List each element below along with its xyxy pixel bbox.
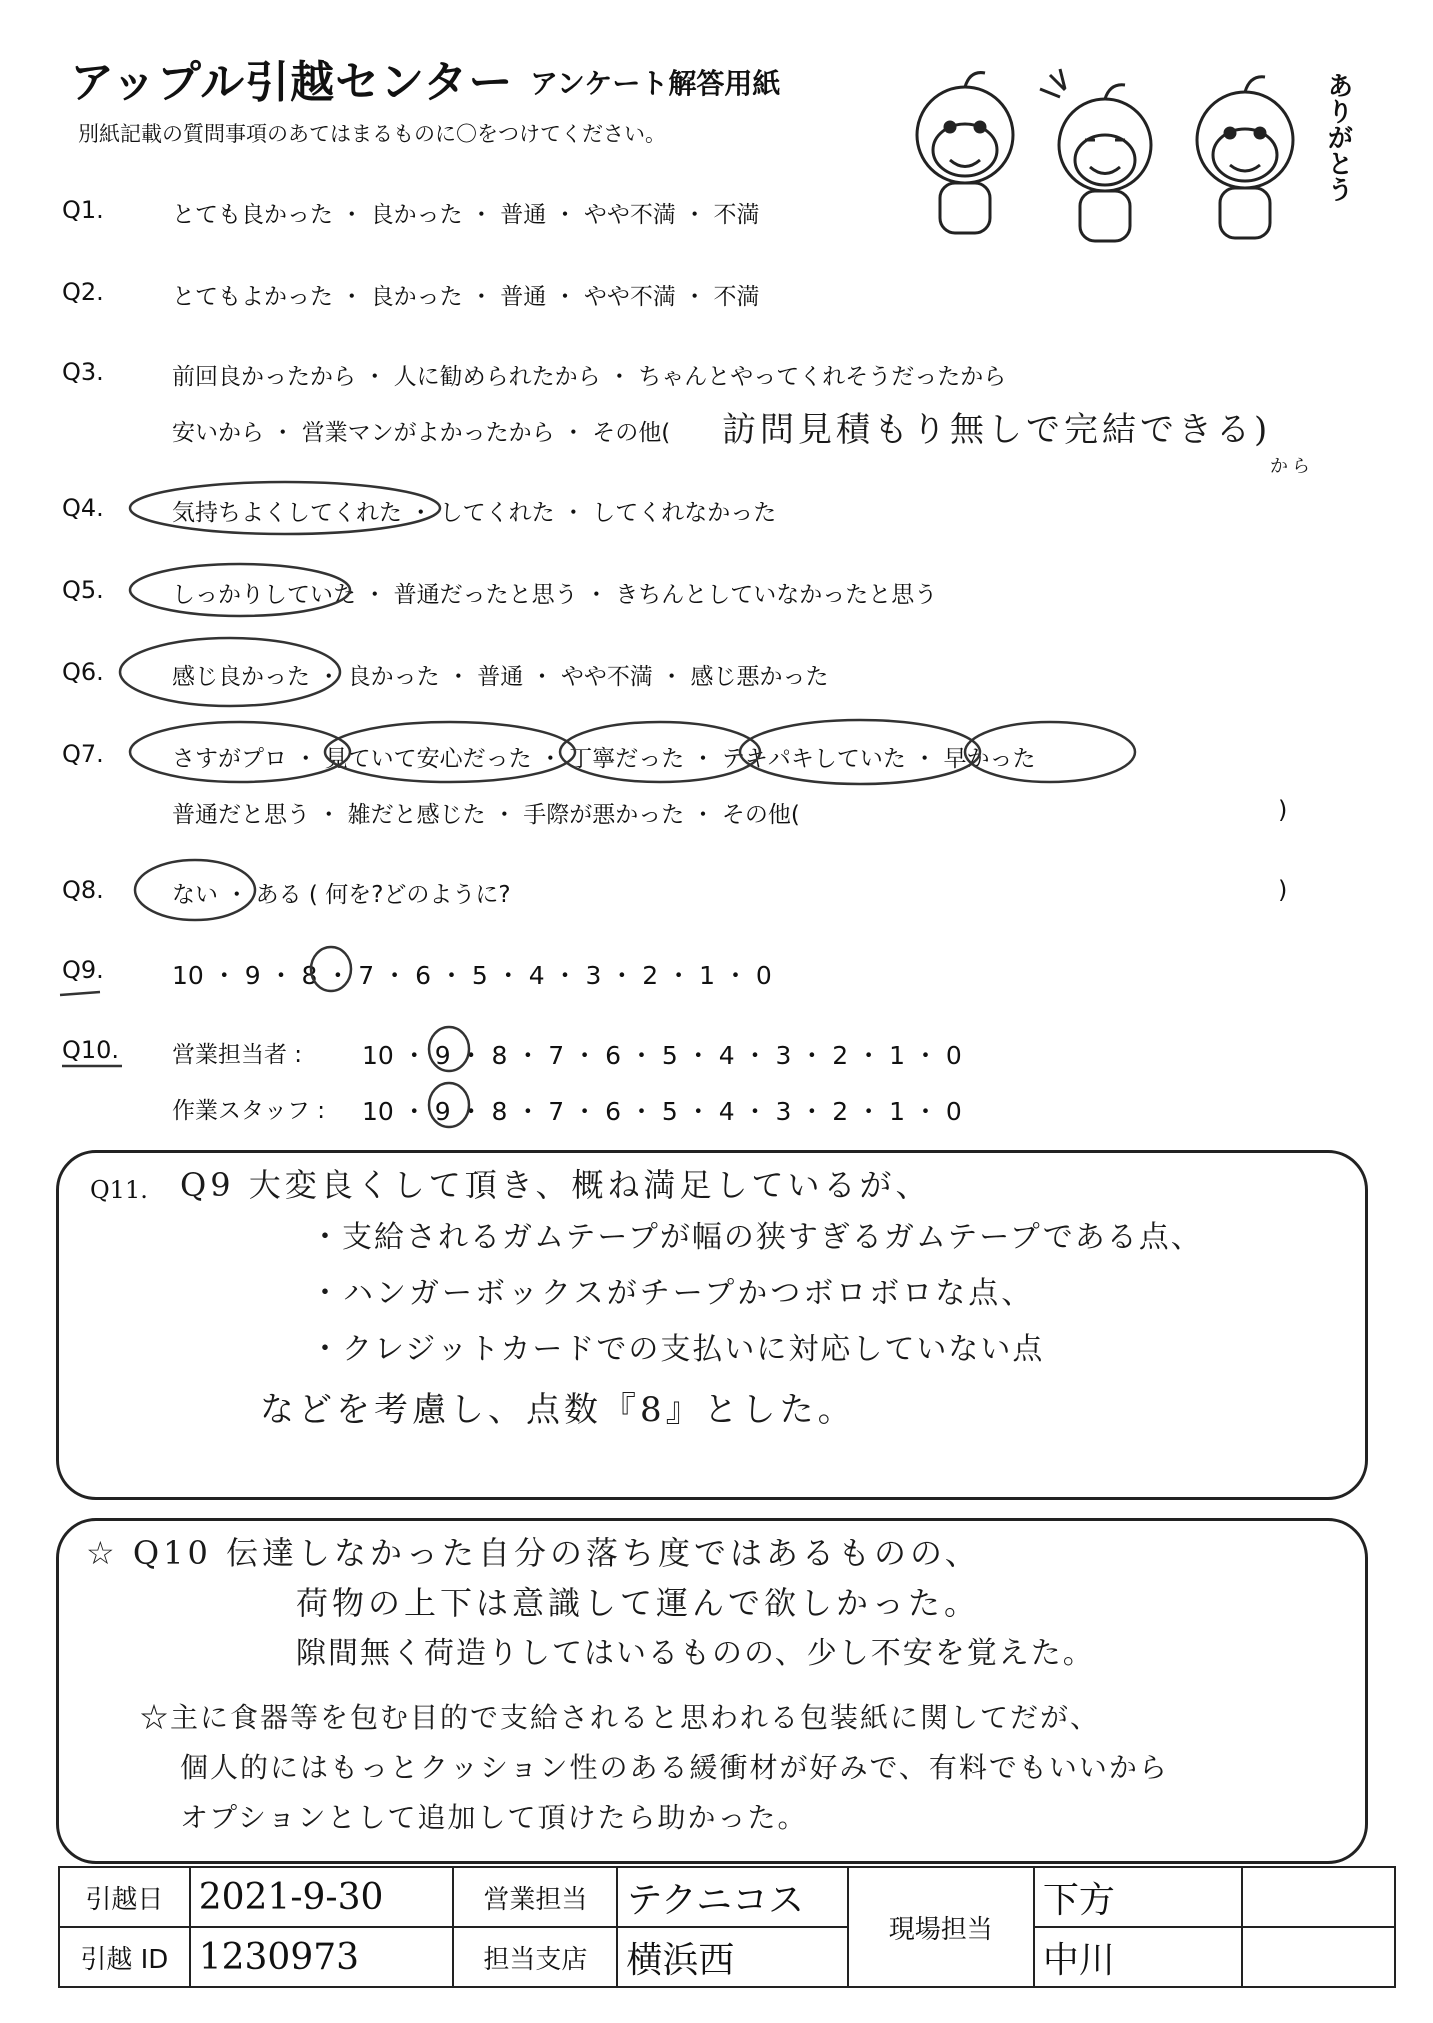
sales-rep-label: 営業担当 bbox=[453, 1867, 617, 1927]
comment1-line-4: ・クレジットカードでの支払いに対応していない点 bbox=[310, 1332, 1045, 1367]
q4-label: Q4. bbox=[62, 494, 104, 522]
site-staff-value-1: 下方 bbox=[1034, 1867, 1242, 1927]
move-date-label: 引越日 bbox=[59, 1867, 190, 1927]
q8-close-paren: ) bbox=[1278, 876, 1288, 904]
q7-circle-mark-1 bbox=[130, 722, 350, 782]
q3-options-line2[interactable]: 安いから ・ 営業マンがよかったから ・ その他( bbox=[172, 420, 671, 446]
q10-sales-circle-mark bbox=[429, 1027, 469, 1071]
q10-staff-label: 作業スタッフ : bbox=[172, 1098, 326, 1124]
q8-label: Q8. bbox=[62, 876, 104, 904]
comment2-line-5: 個人的にはもっとクッション性のある緩衝材が好みで、有料でもいいから bbox=[180, 1751, 1169, 1784]
q7-close-paren: ) bbox=[1278, 796, 1288, 824]
q7-circle-mark-3 bbox=[560, 722, 760, 782]
q2-label: Q2. bbox=[62, 278, 104, 306]
comment1-line-2: ・支給されるガムテープが幅の狭すぎるガムテープである点、 bbox=[310, 1220, 1203, 1255]
q3-options-line1[interactable]: 前回良かったから ・ 人に勧められたから ・ ちゃんとやってくれそうだったから bbox=[172, 364, 1007, 390]
q8-options[interactable]: ない ・ ある ( 何を?どのように? bbox=[172, 882, 511, 908]
company-name: アップル引越センター bbox=[70, 57, 514, 108]
comment2-line-3: 隙間無く荷造りしてはいるものの、少し不安を覚えた。 bbox=[296, 1636, 1095, 1671]
q6-options[interactable]: 感じ良かった ・ 良かった ・ 普通 ・ やや不満 ・ 感じ悪かった bbox=[172, 664, 829, 690]
q9-underline-mark bbox=[60, 992, 100, 995]
site-staff-value-2: 中川 bbox=[1034, 1927, 1242, 1987]
move-id-value: 1230973 bbox=[190, 1927, 454, 1987]
q5-label: Q5. bbox=[62, 576, 104, 604]
q10-staff-scale[interactable]: 10 ・ 9 ・ 8 ・ 7 ・ 6 ・ 5 ・ 4 ・ 3 ・ 2 ・ 1 ・ 0 bbox=[362, 1097, 962, 1126]
comment2-line-2: 荷物の上下は意識して運んで欲しかった。 bbox=[296, 1584, 981, 1622]
instruction-text: 別紙記載の質問事項のあてはまるものに〇をつけてください。 bbox=[78, 122, 666, 146]
q6-circle-mark bbox=[120, 638, 340, 706]
empty-cell bbox=[1242, 1867, 1395, 1927]
q5-options[interactable]: しっかりしていた ・ 普通だったと思う ・ きちんとしていなかったと思う bbox=[172, 582, 938, 608]
q9-scale[interactable]: 10 ・ 9 ・ 8 ・ 7 ・ 6 ・ 5 ・ 4 ・ 3 ・ 2 ・ 1 ・ 0 bbox=[172, 961, 772, 990]
q7-options-line1[interactable]: さすがプロ ・ 見ていて安心だった ・ 丁寧だった ・ テキパキしていた ・ 早かった bbox=[172, 746, 1036, 772]
comment2-line-4: ☆主に食器等を包む目的で支給されると思われる包装紙に関してだが、 bbox=[140, 1701, 1101, 1734]
empty-cell bbox=[1242, 1927, 1395, 1987]
q7-circle-mark-2 bbox=[325, 722, 575, 782]
q3-handwritten-note: から bbox=[1270, 456, 1314, 477]
q10-sales-label: 営業担当者 : bbox=[172, 1042, 303, 1068]
q1-label: Q1. bbox=[62, 196, 104, 224]
branch-value: 横浜西 bbox=[617, 1927, 847, 1987]
q5-circle-mark bbox=[130, 564, 350, 616]
comment1-line-5: などを考慮し、点数『8』とした。 bbox=[260, 1390, 856, 1430]
q10-label: Q10. bbox=[62, 1036, 120, 1064]
q7-label: Q7. bbox=[62, 740, 104, 768]
q6-label: Q6. bbox=[62, 658, 104, 686]
sales-rep-value: テクニコス bbox=[617, 1867, 847, 1927]
q4-options[interactable]: 気持ちよくしてくれた ・ してくれた ・ してくれなかった bbox=[172, 500, 777, 526]
comment1-line-3: ・ハンガーボックスがチープかつボロボロな点、 bbox=[310, 1276, 1035, 1311]
comment2-line-6: オプションとして追加して頂けたら助かった。 bbox=[180, 1801, 808, 1834]
q2-options[interactable]: とてもよかった ・ 良かった ・ 普通 ・ やや不満 ・ 不満 bbox=[172, 284, 760, 310]
form-title: アンケート解答用紙 bbox=[530, 67, 781, 100]
comment2-line-1: ☆ Q10 伝達しなかった自分の落ち度ではあるものの、 bbox=[86, 1534, 981, 1572]
footer-table bbox=[58, 1866, 1396, 1988]
q7-circle-mark-4 bbox=[740, 720, 980, 784]
q9-circle-mark bbox=[311, 947, 351, 991]
q3-label: Q3. bbox=[62, 358, 104, 386]
branch-label: 担当支店 bbox=[453, 1927, 617, 1987]
q10-staff-circle-mark bbox=[429, 1083, 469, 1127]
q9-label: Q9. bbox=[62, 956, 104, 984]
comment1-line-1: Q9 大変良くして頂き、概ね満足しているが、 bbox=[180, 1166, 932, 1204]
q1-options[interactable]: とても良かった ・ 良かった ・ 普通 ・ やや不満 ・ 不満 bbox=[172, 202, 760, 228]
q11-label: Q11. bbox=[90, 1176, 148, 1204]
move-date-value: 2021-9-30 bbox=[190, 1867, 454, 1927]
q7-circle-mark-5 bbox=[965, 722, 1135, 782]
q8-circle-mark bbox=[135, 860, 255, 920]
thanks-text: ありがとう bbox=[1323, 72, 1353, 202]
site-staff-label: 現場担当 bbox=[848, 1867, 1034, 1987]
q10-sales-scale[interactable]: 10 ・ 9 ・ 8 ・ 7 ・ 6 ・ 5 ・ 4 ・ 3 ・ 2 ・ 1 ・ 0 bbox=[362, 1041, 962, 1070]
q4-circle-mark bbox=[130, 482, 440, 534]
move-id-label: 引越 ID bbox=[59, 1927, 190, 1987]
q3-handwritten-other: 訪問見積もり無しで完結できる) bbox=[722, 410, 1272, 450]
q7-options-line2[interactable]: 普通だと思う ・ 雑だと感じた ・ 手際が悪かった ・ その他( bbox=[172, 802, 800, 828]
